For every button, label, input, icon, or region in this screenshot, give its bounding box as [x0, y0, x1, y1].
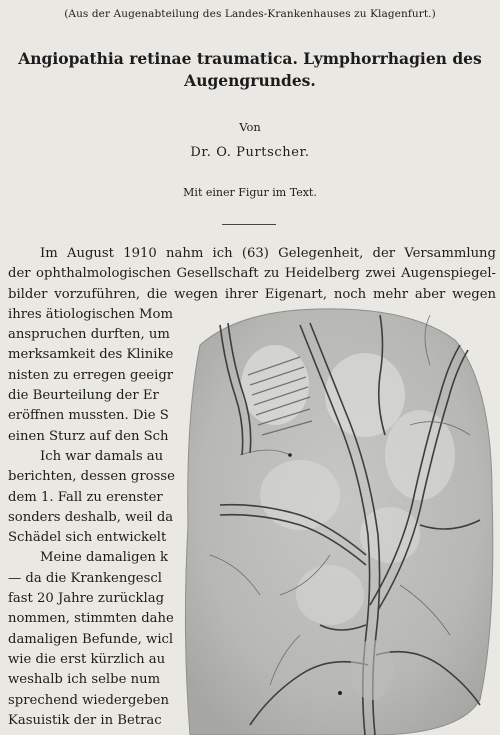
- body-line: bilder vorzuführen, die wegen ihrer Eigenart, noch mehr aber wegen: [8, 286, 496, 302]
- section-divider: [222, 224, 276, 225]
- byline-von: Von: [239, 120, 261, 134]
- body-line: sprechend wiedergeben: [8, 692, 169, 708]
- body-line: nisten zu erregen geeigr: [8, 367, 174, 383]
- body-line: die Beurteilung der Er: [8, 388, 159, 404]
- patch: [325, 353, 405, 437]
- body-line: Kasuistik der in Betrac: [8, 712, 162, 728]
- body-line: anspruchen durften, um: [8, 327, 170, 343]
- body-line: nommen, stimmten dahe: [8, 611, 174, 627]
- figure-note: Mit einer Figur im Text.: [183, 186, 317, 199]
- body-line: Ich war damals au: [40, 448, 164, 464]
- body-line: Schädel sich entwickelt: [8, 530, 167, 546]
- body-line: ihres ätiologischen Mom: [8, 306, 173, 322]
- title-line-1: Angiopathia retinae traumatica. Lymphorrhagien des: [18, 49, 482, 68]
- body-line: merksamkeit des Klinike: [8, 347, 174, 363]
- body-line: — da die Krankengescl: [8, 570, 162, 586]
- body-line: berichten, dessen grosse: [8, 469, 175, 485]
- body-line: damaligen Befunde, wicl: [8, 631, 174, 647]
- body-line: einen Sturz auf den Sch: [8, 428, 169, 444]
- body-line: eröffnen mussten. Die S: [8, 408, 169, 424]
- article-title: [10, 48, 490, 92]
- fundus-drawing-icon: [180, 305, 498, 735]
- hemorrhage-dot: [338, 691, 342, 695]
- body-line: dem 1. Fall zu erenster: [8, 489, 163, 505]
- author-name: Dr. O. Purtscher.: [190, 145, 310, 160]
- body-line: sonders deshalb, weil da: [8, 509, 174, 525]
- optic-disc: [350, 640, 394, 700]
- body-line: der ophthalmologischen Gesellschaft zu Heidelberg zwei Augenspiegel-: [8, 266, 496, 282]
- title-line-2: Augengrundes.: [184, 71, 316, 90]
- body-line: weshalb ich selbe num: [8, 672, 161, 688]
- fundus-drawing-figure: [180, 305, 498, 735]
- body-line: Im August 1910 nahm ich (63) Gelegenheit, der Versammlung: [40, 246, 496, 261]
- body-line: Meine damaligen k: [40, 550, 169, 566]
- hemorrhage-dot: [288, 453, 292, 457]
- body-line: wie die erst kürzlich au: [8, 651, 166, 667]
- patch: [296, 565, 364, 625]
- patch: [260, 460, 340, 530]
- source-affiliation: (Aus der Augenabteilung des Landes-Krankenhauses zu Klagenfurt.): [64, 8, 436, 20]
- body-line: fast 20 Jahre zurücklag: [8, 591, 165, 607]
